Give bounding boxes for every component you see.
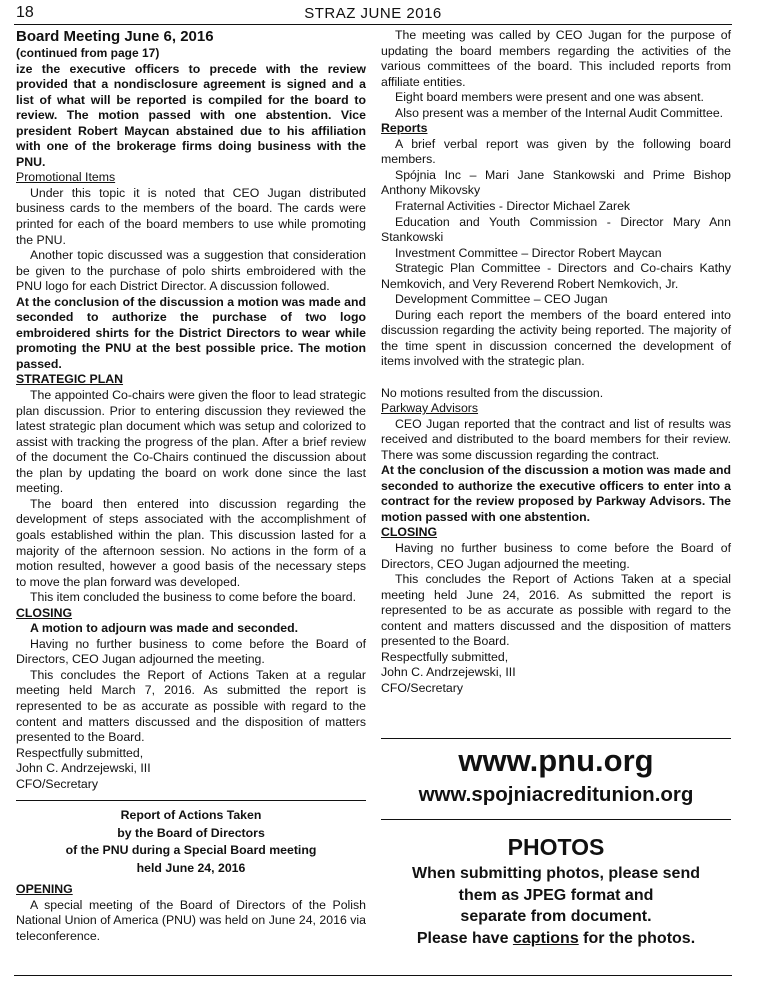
paragraph: The board then entered into discussion regarding the development of steps associated with the accomplishment of goals established within the plan. This discussion lasted for a majority of the afternoon session. No actions in the form of a motion resulted, however a good basis of the necessary steps to move the plan forward was developed. — [16, 496, 366, 589]
section-heading-reports: Reports — [381, 121, 428, 136]
paragraph: The appointed Co-chairs were given the floor to lead strategic plan discussion. Prior to entering discussion they reviewed the latest strategic plan document which was setup and colorized to assist with tracking the progress of the plan. After a brief review of the document the Co-Chairs continued the discussion about the plan by updating the board on work done since the last meeting. — [16, 388, 366, 496]
box-divider — [381, 819, 731, 820]
signature-name: John C. Andrzejewski, III — [381, 665, 516, 680]
paragraph: Having no further business to come before the Board of Directors, CEO Jugan adjourned the meeting. — [16, 636, 366, 667]
paragraph: Eight board members were present and one was absent. — [395, 90, 704, 105]
section-heading-promotional: Promotional Items — [16, 170, 116, 185]
report-item: Fraternal Activities - Director Michael Zarek — [395, 199, 631, 214]
report-title-line: Report of Actions Taken — [120, 808, 262, 823]
page-header — [14, 4, 732, 25]
paragraph: Having no further business to come before the Board of Directors, CEO Jugan adjourned the meeting. — [381, 541, 731, 571]
report-title — [16, 807, 366, 877]
left-column — [16, 28, 366, 944]
pnu-url-link[interactable]: www.pnu.org — [458, 743, 654, 778]
motion-paragraph: At the conclusion of the discussion a motion was made and seconded to authorize the purchase of two logo embroidered shirts for the District Directors to wear while promoting the PNU at the best possible price. The motion passed. — [16, 294, 366, 371]
publication-title: STRAZ JUNE 2016 — [304, 5, 442, 22]
section-divider — [16, 800, 366, 801]
paragraph: This item concluded the business to come before the board. — [30, 590, 357, 605]
intro-paragraph: ize the executive officers to precede with the review provided that a nondisclosure agreement is signed and a list of what will be reported is compiled for the board to review. The motion passed with one abstention. Vice president Robert Maycan abstained due to his affiliation with one of the brokerage firms doing business with the PNU. — [16, 61, 366, 169]
signature-title: CFO/Secretary — [381, 680, 463, 695]
photos-notice — [381, 863, 731, 949]
motion-paragraph: At the conclusion of the discussion a motion was made and seconded to authorize the executive officers to enter into a contract for the review proposed by Parkway Advisors. The motion passed with one abstention. — [381, 463, 731, 524]
signature-line: Respectfully submitted, — [381, 649, 509, 664]
paragraph: The meeting was called by CEO Jugan for the purpose of updating the board members regarding the activities of the various committees of the board. This included reports from affiliate entities. — [381, 28, 731, 89]
section-heading-opening: OPENING — [16, 882, 73, 897]
paragraph: This concludes the Report of Actions Taken at a regular meeting held March 7, 2016. As submitted the report is represented to be as accurate as possible with regard to the content and matters discussed and the disposition of matters presented to the Board. — [16, 667, 366, 745]
photos-line-text: Please have — [416, 929, 513, 947]
photos-line: separate from document. — [460, 908, 652, 925]
website-box — [381, 738, 731, 949]
box-top-rule — [381, 738, 731, 739]
right-column — [381, 28, 731, 696]
section-heading-closing: CLOSING — [16, 605, 73, 620]
paragraph: CEO Jugan reported that the contract and list of results was received and distributed to the board members for their review. There was some discussion regarding the contract. — [381, 416, 731, 462]
article-title: Board Meeting June 6, 2016 — [16, 28, 214, 45]
paragraph: A special meeting of the Board of Directors of the Polish National Union of America (PNU) was held on June 24, 2016 via teleconference. — [16, 897, 366, 943]
section-heading-parkway: Parkway Advisors — [381, 401, 479, 416]
signature-line: Respectfully submitted, — [16, 745, 144, 760]
signature-title: CFO/Secretary — [16, 776, 98, 791]
page-bottom-rule — [14, 975, 732, 976]
captions-word: captions — [512, 929, 579, 947]
report-item: Development Committee – CEO Jugan — [395, 292, 608, 307]
report-title-line: held June 24, 2016 — [136, 860, 246, 875]
photos-line: them as JPEG format and — [458, 886, 654, 904]
paragraph: A brief verbal report was given by the following board members. — [381, 136, 731, 167]
photos-line — [381, 928, 731, 950]
report-item: Spójnia Inc – Mari Jane Stankowski and Prime Bishop Anthony Mikovsky — [381, 167, 731, 198]
continued-note: (continued from page 17) — [16, 46, 160, 60]
report-item: Strategic Plan Committee - Directors and Co-chairs Kathy Nemkovich, and Very Reverend Robert Nemkovich, Jr. — [381, 261, 731, 291]
photos-line: When submitting photos, please send — [411, 865, 700, 882]
motion-paragraph: A motion to adjourn was made and seconded. — [30, 621, 299, 636]
section-heading-strategic-plan: STRATEGIC PLAN — [16, 372, 124, 387]
photos-line-text: for the photos. — [578, 929, 696, 947]
page-number: 18 — [16, 4, 34, 21]
paragraph: Another topic discussed was a suggestion that consideration be given to the purchase of polo shirts embroidered with the PNU logo for each District Director. A discussion followed. — [16, 248, 366, 294]
section-heading-closing: CLOSING — [381, 525, 438, 540]
credit-union-url-link[interactable]: www.spojniacreditunion.org — [418, 783, 694, 806]
report-title-line: by the Board of Directors — [117, 825, 265, 840]
spacer — [381, 370, 731, 386]
paragraph: This concludes the Report of Actions Taken at a special meeting held June 24, 2016. As submitted the report is represented to be as accurate as possible with regard to the content and matters discussed and the disposition of matters presented to the Board. — [381, 572, 731, 649]
photos-title: PHOTOS — [507, 834, 605, 860]
paragraph: Under this topic it is noted that CEO Jugan distributed business cards to the members of the board. The cards were printed for each of the board members to use while promoting the PNU. — [16, 185, 366, 247]
paragraph: Also present was a member of the Internal Audit Committee. — [395, 105, 724, 120]
signature-name: John C. Andrzejewski, III — [16, 761, 151, 776]
paragraph: During each report the members of the board entered into discussion regarding the activity being reported. The majority of the time spent in discussion concerned the development of items involved with the strategic plan. — [381, 307, 731, 369]
paragraph: No motions resulted from the discussion. — [381, 385, 604, 400]
report-item: Investment Committee – Director Robert Maycan — [395, 245, 662, 260]
report-item: Education and Youth Commission - Director Mary Ann Stankowski — [381, 214, 731, 245]
report-title-line: of the PNU during a Special Board meeting — [65, 843, 317, 858]
